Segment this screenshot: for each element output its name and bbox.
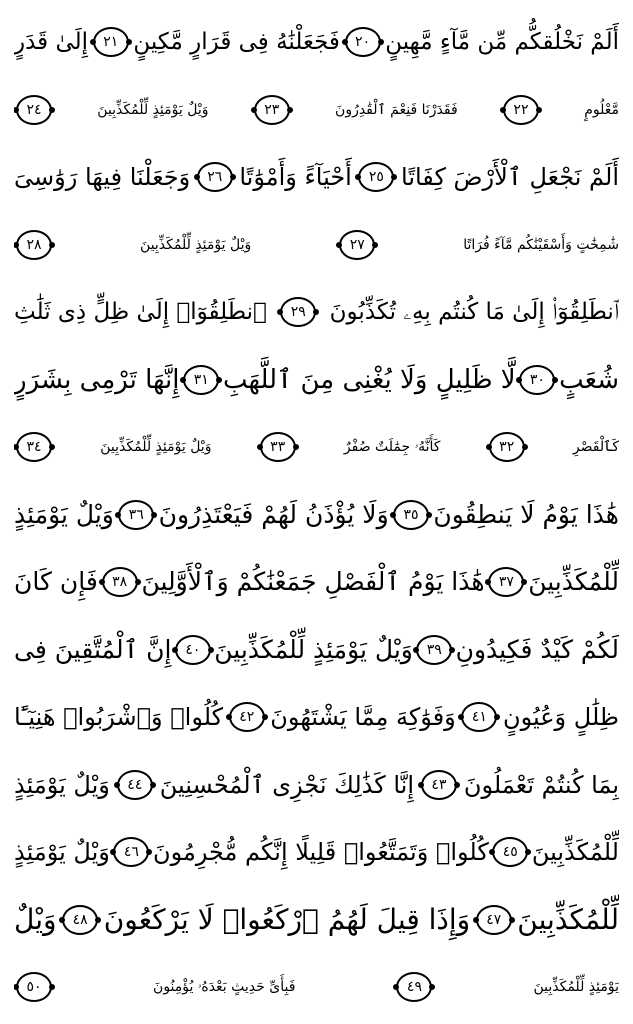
verse-line [14, 209, 619, 281]
ayah-number-marker: ٤٧ [476, 905, 512, 935]
ayah-number-marker: ٣١ [183, 365, 219, 395]
verse-text: يَوْمَئِذٍ لِّلْمُكَذِّبِينَ [533, 979, 619, 995]
ayah-number-marker: ٢٣ [254, 95, 290, 125]
ayah-number-marker: ٤٣ [421, 770, 457, 800]
verse-text: أَلَمْ نَجْعَلِ ٱلْأَرْضَ كِفَاتًا [401, 163, 619, 191]
ayah-number-marker: ٣٩ [416, 635, 452, 665]
verse-text: إِنَّ ٱلْمُتَّقِينَ فِى [14, 634, 172, 664]
verse-text: فَإِن كَانَ [14, 567, 98, 596]
verse-text: أَلَمْ نَخْلُقكُّم مِّن مَّآءٍ مَّهِينٍ [385, 29, 619, 55]
verse-text: أَحْيَآءً وَأَمْوَٰتًا [239, 163, 352, 191]
verse-text: كُلُوا۟ وَٱشْرَبُوا۟ هَنِيٓـًٔا [14, 703, 224, 731]
ayah-number-marker: ٣٢ [489, 432, 525, 462]
verse-text: إِلَىٰ قَدَرٍ [14, 29, 89, 55]
verse-text: وَلَا يُؤْذَنُ لَهُمْ فَيَعْتَذِرُونَ [158, 499, 389, 529]
verse-text: وَيْلٌ يَوْمَئِذٍ [14, 499, 114, 529]
verse-line [14, 6, 619, 78]
ayah-number-marker: ٢٤ [16, 95, 52, 125]
ayah-number-marker: ٣٧ [488, 567, 524, 597]
ayah-number-marker: ٤١ [461, 702, 497, 732]
ayah-number-marker: ٢٥ [358, 162, 394, 192]
ayah-number-marker: ٢١ [93, 27, 129, 57]
ayah-number-marker: ٣٥ [393, 500, 429, 530]
verse-text: هَٰذَا يَوْمُ ٱلْفَصْلِ جَمَعْنَٰكُمْ وَٱلْأَوَّلِينَ [141, 567, 485, 596]
ayah-number-marker: ٣٦ [118, 500, 154, 530]
verse-text: لِّلْمُكَذِّبِينَ [528, 567, 619, 596]
ayah-number-marker: ٤٠ [175, 635, 211, 665]
verse-text: فَجَعَلْنَٰهُ فِى قَرَارٍ مَّكِينٍ [133, 29, 340, 55]
verse-text: شُعَبٍ [559, 364, 619, 395]
verse-text: وَجَعَلْنَا فِيهَا رَوَٰسِىَ [14, 163, 191, 191]
ayah-number-marker: ٥٠ [16, 972, 52, 1002]
verse-line [14, 344, 619, 416]
verse-line [14, 141, 619, 213]
verse-line [14, 951, 619, 1023]
verse-text: وَيْلٌ يَوْمَئِذٍ [14, 838, 110, 866]
verse-text: وَيْلٌ يَوْمَئِذٍ لِّلْمُكَذِّبِينَ [97, 101, 209, 118]
verse-line [14, 884, 619, 956]
verse-text: كَأَنَّهُۥ جِمَٰلَتٌ صُفْرٌ [343, 439, 441, 455]
verse-text: ٱنطَلِقُوٓا۟ إِلَىٰ ظِلٍّ ذِى ثَلَٰثِ [14, 299, 267, 325]
ayah-number-marker: ٤٢ [229, 702, 265, 732]
ayah-number-marker: ٣٨ [102, 567, 138, 597]
verse-line [14, 816, 619, 888]
verse-text: لِّلْمُكَذِّبِينَ [517, 902, 619, 936]
ayah-number-marker: ٢٢ [503, 95, 539, 125]
verse-line [14, 749, 619, 821]
verse-text: مَّعْلُومٍ [584, 101, 619, 118]
ayah-number-marker: ٣٠ [519, 365, 555, 395]
verse-text: ٱنطَلِقُوٓا۟ إِلَىٰ مَا كُنتُم بِهِۦ تُكَذِّبُونَ [329, 299, 619, 325]
ayah-number-marker: ٢٦ [197, 162, 233, 192]
ayah-number-marker: ٣٣ [260, 432, 296, 462]
verse-text: كَٱلْقَصْرِ [572, 439, 619, 455]
ayah-number-marker: ٢٧ [339, 230, 375, 260]
verse-line [14, 479, 619, 551]
ayah-number-marker: ٣٤ [16, 432, 52, 462]
ayah-number-marker: ٢٠ [345, 27, 381, 57]
verse-line [14, 614, 619, 686]
ayah-number-marker: ٤٨ [62, 905, 98, 935]
ayah-number-marker: ٤٦ [113, 837, 149, 867]
verse-text: كُلُوا۟ وَتَمَتَّعُوا۟ قَلِيلًا إِنَّكُم مُّجْرِمُونَ [152, 838, 489, 866]
verse-text: لَكُمْ كَيْدٌ فَكِيدُونِ [455, 634, 619, 664]
verse-line [14, 681, 619, 753]
verse-text: وَيْلٌ يَوْمَئِذٍ [14, 770, 110, 799]
verse-line [14, 546, 619, 618]
verse-text: إِنَّهَا تَرْمِى بِشَرَرٍ [14, 364, 180, 395]
ayah-number-marker: ٢٨ [16, 230, 52, 260]
verse-text: وَيْلٌ يَوْمَئِذٍ لِّلْمُكَذِّبِينَ [140, 236, 252, 253]
verse-text: وَإِذَا قِيلَ لَهُمُ ٱرْكَعُوا۟ لَا يَرْكَعُونَ [103, 902, 471, 936]
verse-text: فَبِأَىِّ حَدِيثٍ بَعْدَهُۥ يُؤْمِنُونَ [153, 979, 296, 995]
verse-line [14, 74, 619, 146]
ayah-number-marker: ٤٩ [396, 972, 432, 1002]
verse-text: وَيْلٌ يَوْمَئِذٍ لِّلْمُكَذِّبِينَ [214, 634, 413, 664]
verse-text: ظِلَٰلٍ وَعُيُونٍ [502, 703, 619, 731]
verse-text: بِمَا كُنتُمْ تَعْمَلُونَ [463, 770, 619, 799]
verse-text: فَقَدَرْنَا فَنِعْمَ ٱلْقَٰدِرُونَ [335, 101, 458, 118]
verse-text: شَٰمِخَٰتٍ وَأَسْقَيْنَٰكُم مَّآءً فُرَاتًا [463, 236, 619, 253]
verse-text: وَيْلٌ يَوْمَئِذٍ لِّلْمُكَذِّبِينَ [100, 439, 212, 455]
verse-text: إِنَّا كَذَٰلِكَ نَجْزِى ٱلْمُحْسِنِينَ [159, 770, 414, 799]
verse-line [14, 276, 619, 348]
verse-line [14, 411, 619, 483]
verse-text: لَّا ظَلِيلٍ وَلَا يُغْنِى مِنَ ٱللَّهَبِ [222, 364, 516, 395]
ayah-number-marker: ٢٩ [280, 297, 316, 327]
verse-text: هَٰذَا يَوْمُ لَا يَنطِقُونَ [433, 499, 619, 529]
ayah-number-marker: ٤٤ [117, 770, 153, 800]
verse-text: لِّلْمُكَذِّبِينَ [531, 838, 619, 866]
verse-text: وَيْلٌ [14, 902, 57, 936]
verse-text: وَفَوَٰكِهَ مِمَّا يَشْتَهُونَ [270, 703, 456, 731]
ayah-number-marker: ٤٥ [492, 837, 528, 867]
